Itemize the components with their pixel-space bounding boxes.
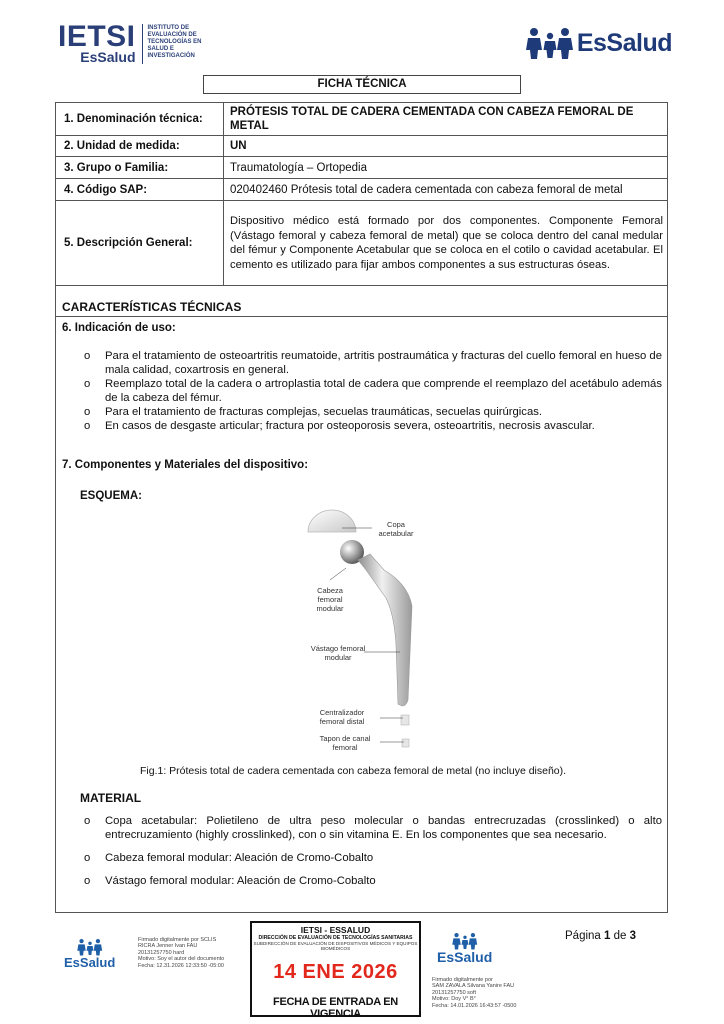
- signature-right: [432, 977, 542, 1009]
- indicacion-title: 6. Indicación de uso:: [62, 322, 176, 334]
- footer-logo-left: [64, 938, 115, 970]
- page-total: 3: [629, 930, 637, 942]
- bullet-icon: o: [84, 420, 91, 432]
- footer-brand: EsSalud: [64, 955, 116, 970]
- row-key: 4. Código SAP:: [56, 179, 224, 201]
- spec-table: [55, 102, 668, 286]
- row-key: 5. Descripción General:: [56, 201, 224, 286]
- material-list: [84, 814, 662, 888]
- acetabular-cup-shape: [308, 510, 356, 532]
- signature-line: SAM ZAVALA Silvana Yanire FAU: [432, 983, 515, 990]
- prosthesis-figure: [300, 504, 424, 754]
- signature-line: RICRA Jenner Ivan FAU: [138, 943, 198, 950]
- ietsi-wordmark: IETSI: [58, 20, 136, 53]
- table-row: [56, 201, 668, 286]
- list-item-text: En casos de desgaste articular; fractura por osteoporosis severa, osteoartritis, necrosis avascular.: [105, 420, 595, 432]
- esquema-title: ESQUEMA:: [80, 490, 142, 502]
- signature-line: Motivo: Doy V° B°: [432, 996, 476, 1003]
- stamp-subdirection: SUBDIRECCIÓN DE EVALUACIÓN DE DISPOSITIVOS MÉDICOS Y EQUIPOS BIOMÉDICOS: [253, 941, 418, 951]
- page-of: de: [613, 930, 627, 942]
- table-row: [56, 157, 668, 179]
- list-item: [84, 851, 662, 865]
- document-title: FICHA TÉCNICA: [203, 75, 521, 94]
- canal-plug-shape: [402, 739, 409, 747]
- validity-stamp: [250, 921, 421, 1020]
- table-row: [56, 136, 668, 157]
- stamp-vigencia: FECHA DE ENTRADA EN VIGENCIA: [273, 996, 398, 1020]
- essalud-wordmark: EsSalud: [576, 28, 672, 57]
- essalud-logo: [525, 26, 672, 60]
- row-key: 3. Grupo o Familia:: [56, 157, 224, 179]
- list-item: [84, 874, 662, 888]
- signature-line: Fecha: 14.01.2026 16:43:57 -0500: [432, 1002, 517, 1009]
- list-item-text: Copa acetabular: Polietileno de ultra peso molecular o bandas entrecruzadas (crosslinked) o alto entrecruzamiento (highly crosslinked), con o sin vitamina E. En los componentes que sea necesario.: [105, 815, 662, 841]
- label-tapon: Tapon de canal femoral: [319, 734, 371, 752]
- ietsi-logo: [58, 22, 208, 65]
- stamp-direction: DIRECCIÓN DE EVALUACIÓN DE TECNOLOGÍAS SANITARIAS: [258, 935, 413, 941]
- row-value: UN: [224, 136, 668, 157]
- list-item: [84, 814, 662, 842]
- row-key: 1. Denominación técnica:: [56, 103, 224, 136]
- label-copa: Copa acetabular: [378, 520, 414, 538]
- componentes-title: 7. Componentes y Materiales del dispositivo:: [62, 459, 309, 471]
- section-title: CARACTERÍSTICAS TÉCNICAS: [62, 300, 242, 314]
- table-row: [56, 179, 668, 201]
- list-item-text: Vástago femoral modular: Aleación de Cromo-Cobalto: [105, 875, 376, 887]
- list-item: [84, 419, 662, 433]
- femoral-stem-shape: [358, 554, 412, 706]
- distal-centralizer-shape: [401, 715, 409, 725]
- list-item-text: Para el tratamiento de osteoartritis reumatoide, artritis postraumática y fracturas del cuello femoral en hueso de mala calidad, coxartrosis en general.: [105, 350, 662, 376]
- signature-line: Firmado digitalmente por SCLIS: [138, 937, 217, 943]
- stamp-date: 14 ENE 2026: [273, 961, 398, 983]
- row-value: Dispositivo médico está formado por dos componentes. Componente Femoral (Vástago femoral y cabeza femoral de metal) que se coloca dentro del canal medular del fémur y Componente Acetabular que se coloca en el cotilo o cavidad acetabular. El cemento es utilizado para fijar ambos componentes a sus estructuras óseas.: [224, 201, 668, 286]
- list-item: [84, 405, 662, 419]
- material-title: MATERIAL: [80, 791, 142, 805]
- label-vastago: Vástago femoral modular: [310, 644, 366, 662]
- logo-divider: [142, 24, 143, 64]
- list-item: [84, 377, 662, 405]
- bullet-icon: o: [84, 815, 91, 827]
- page-label: Página: [565, 930, 601, 942]
- signature-line: Motivo: Soy el autor del documento: [138, 956, 225, 963]
- ietsi-institute-name: INSTITUTO DE EVALUACIÓN DE TECNOLOGÍAS EN SALUD E INVESTIGACIÓN: [147, 25, 202, 59]
- bullet-icon: o: [84, 852, 91, 864]
- signature-line: Firmado digitalmente por: [432, 977, 493, 983]
- indicacion-list: [84, 349, 662, 433]
- page-header: [58, 22, 672, 70]
- bullet-icon: o: [84, 350, 91, 362]
- bullet-icon: o: [84, 378, 91, 390]
- list-item: [84, 349, 662, 377]
- page-current: 1: [604, 930, 611, 942]
- family-icon: [451, 932, 479, 950]
- family-icon: [76, 938, 104, 956]
- signature-left: [138, 937, 238, 969]
- figure-caption: Fig.1: Prótesis total de cadera cementada con cabeza femoral de metal (no incluye diseño).: [140, 765, 567, 777]
- row-value: PRÓTESIS TOTAL DE CADERA CEMENTADA CON CABEZA FEMORAL DE METAL: [224, 103, 668, 136]
- list-item-text: Para el tratamiento de fracturas complejas, secuelas traumáticas, secuelas quirúrgicas.: [105, 406, 543, 418]
- ietsi-subbrand: EsSalud: [80, 49, 136, 65]
- signature-line: 20131257750 soft: [432, 989, 477, 996]
- list-item-text: Reemplazo total de la cadera o artroplastia total de cadera que comprende el reemplazo del acetábulo además de la cabeza del fémur.: [105, 378, 662, 404]
- signature-line: Fecha: 12.31.2026 12:33:50 -05:00: [138, 962, 224, 969]
- row-value: Traumatología – Ortopedia: [224, 157, 668, 179]
- family-icon: [525, 26, 575, 60]
- list-item-text: Cabeza femoral modular: Aleación de Cromo-Cobalto: [105, 852, 374, 864]
- label-cabeza: Cabeza femoral modular: [316, 586, 344, 613]
- row-key: 2. Unidad de medida:: [56, 136, 224, 157]
- signature-line: 20131257750 hard: [138, 949, 185, 956]
- bullet-icon: o: [84, 875, 91, 887]
- table-row: [56, 103, 668, 136]
- section-divider: [55, 316, 668, 317]
- footer-brand: EsSalud: [437, 949, 493, 965]
- stamp-title: IETSI - ESSALUD: [300, 925, 371, 935]
- bullet-icon: o: [84, 406, 91, 418]
- row-value: 020402460 Prótesis total de cadera cementada con cabeza femoral de metal: [224, 179, 668, 201]
- footer-logo-right: [437, 932, 492, 964]
- label-centralizador: Centralizador femoral distal: [319, 708, 365, 726]
- page-number: [565, 930, 636, 942]
